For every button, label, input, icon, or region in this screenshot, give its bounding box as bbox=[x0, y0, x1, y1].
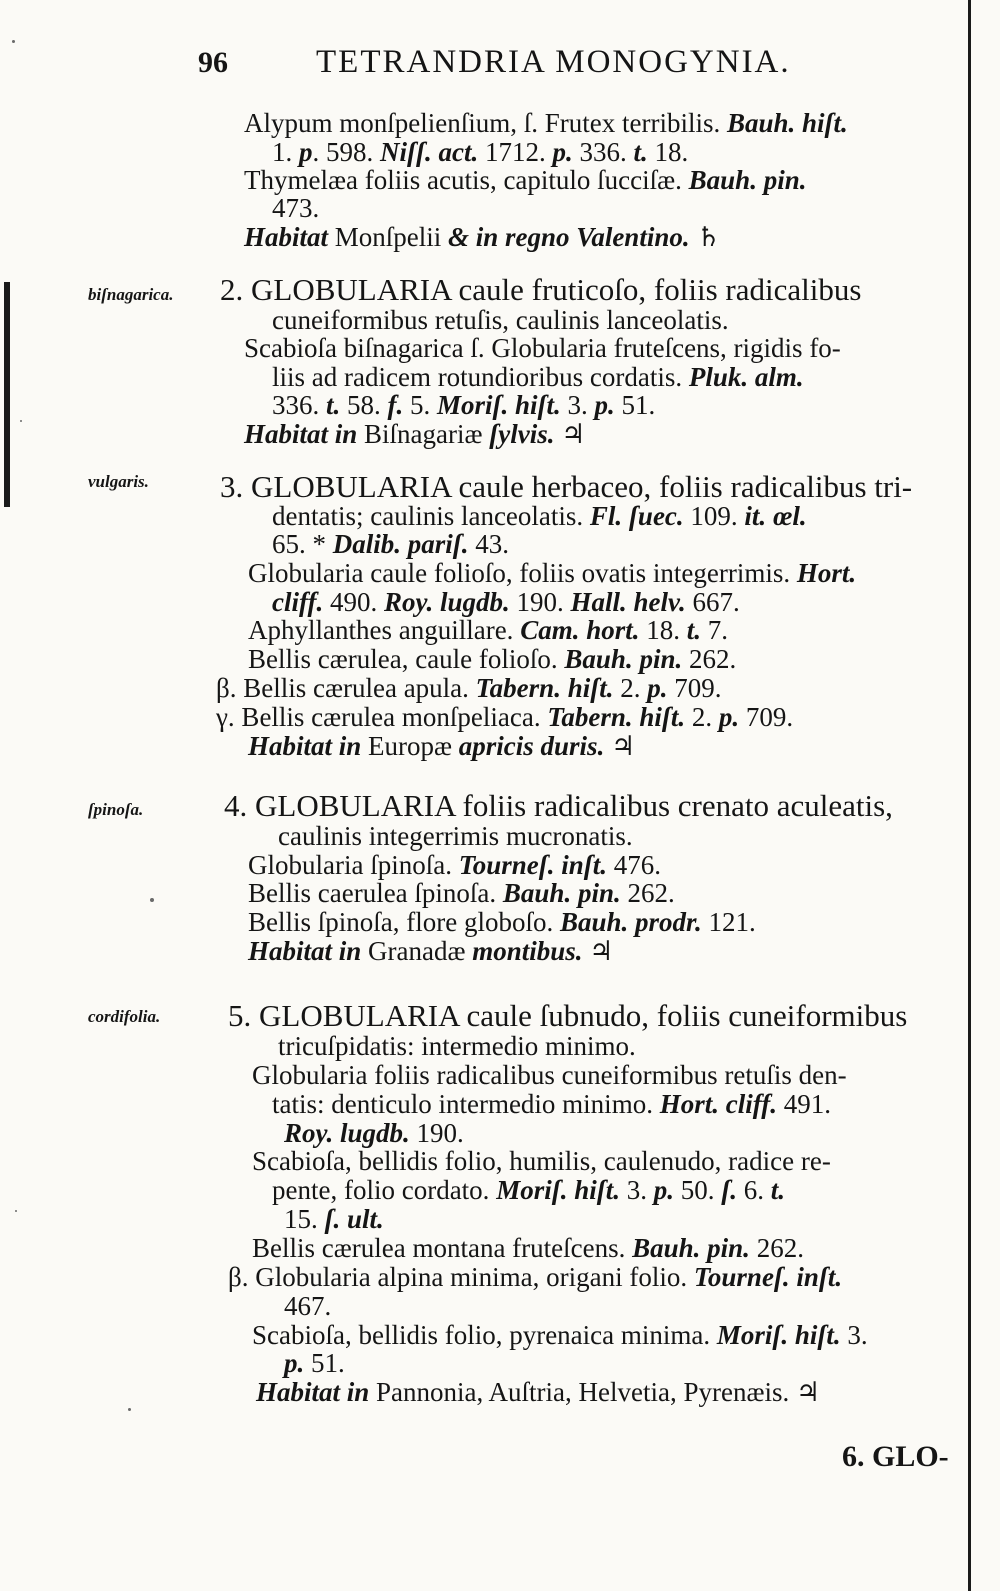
italic-citation: Niſſ. act. bbox=[380, 137, 479, 167]
text-segment: 1. bbox=[272, 137, 299, 167]
print-speck bbox=[150, 898, 154, 902]
italic-citation: Tourneſ. inſt. bbox=[458, 850, 607, 880]
italic-citation: Habitat bbox=[244, 222, 329, 252]
text-segment: 491. bbox=[776, 1089, 831, 1119]
print-speck bbox=[128, 1408, 131, 1411]
italic-citation: Tourneſ. inſt. bbox=[693, 1262, 843, 1292]
text-segment: . 598. bbox=[312, 137, 380, 167]
italic-citation: Hort. bbox=[796, 558, 857, 588]
text-segment: 4. GLOBULARIA foliis radicalibus crenato aculeatis, bbox=[224, 788, 893, 823]
text-line bbox=[248, 878, 675, 908]
italic-citation: ſ. bbox=[721, 1175, 737, 1205]
text-segment: Thymelæa foliis acutis, capitulo ſucciſæ. bbox=[244, 165, 689, 195]
italic-citation: Hall. helv. bbox=[570, 587, 686, 617]
margin-note-spinosa: ſpinoſa. bbox=[88, 800, 144, 819]
italic-citation: Bauh. pin. bbox=[502, 878, 621, 908]
italic-citation: Bauh. pin. bbox=[632, 1233, 750, 1263]
text-segment: Bellis ſpinoſa, flore globoſo. bbox=[248, 907, 560, 937]
text-segment: 43. bbox=[468, 529, 510, 559]
text-segment: Scabioſa biſnagarica ſ. Globularia fruteſcens, rigidis fo- bbox=[244, 333, 841, 363]
text-line bbox=[248, 907, 756, 937]
italic-citation: p. bbox=[718, 702, 740, 732]
italic-citation: Fl. ſuec. bbox=[589, 501, 684, 531]
text-line bbox=[272, 1089, 831, 1119]
italic-citation: p. bbox=[284, 1348, 305, 1378]
italic-citation: p. bbox=[647, 673, 668, 703]
italic-citation: Bauh. pin. bbox=[564, 644, 683, 674]
text-line bbox=[216, 702, 793, 732]
text-line bbox=[272, 390, 655, 420]
text-line bbox=[248, 936, 614, 966]
text-line bbox=[224, 788, 893, 823]
text-line bbox=[244, 165, 806, 195]
margin-note-vulgaris: vulgaris. bbox=[88, 472, 149, 491]
text-line bbox=[272, 501, 807, 531]
italic-citation: Roy. lugdb. bbox=[383, 587, 510, 617]
italic-citation: Tabern. hiſt. bbox=[547, 702, 686, 732]
text-line bbox=[244, 333, 841, 363]
text-segment: caulinis integerrimis mucronatis. bbox=[278, 821, 633, 851]
text-line bbox=[278, 1031, 636, 1061]
text-segment: 18. bbox=[647, 137, 689, 167]
text-segment: 190. bbox=[509, 587, 571, 617]
text-line bbox=[272, 305, 729, 335]
text-line bbox=[272, 137, 688, 167]
print-speck bbox=[12, 40, 15, 43]
italic-citation: ſ. ult. bbox=[324, 1204, 384, 1234]
italic-citation: f. bbox=[387, 390, 404, 420]
italic-citation: Bauh. prodr. bbox=[559, 907, 702, 937]
text-line bbox=[272, 193, 319, 223]
print-speck bbox=[20, 420, 22, 422]
text-segment: Aphyllanthes anguillare. bbox=[248, 615, 521, 645]
italic-citation: Habitat in bbox=[244, 419, 358, 449]
text-segment: Pannonia, Auſtria, Helvetia, Pyrenæis. ♃ bbox=[369, 1377, 821, 1407]
text-segment: 490. bbox=[323, 587, 384, 617]
italic-citation: Dalib. pariſ. bbox=[332, 529, 469, 559]
italic-citation: t. bbox=[686, 615, 701, 645]
text-line bbox=[248, 731, 635, 761]
text-segment: 18. bbox=[639, 615, 687, 645]
text-segment: Bellis caerulea ſpinoſa. bbox=[248, 878, 503, 908]
text-line bbox=[244, 108, 848, 138]
italic-citation: in regno Valentino. bbox=[475, 222, 690, 252]
text-segment: 190. bbox=[409, 1118, 464, 1148]
page-edge-shadow bbox=[968, 0, 971, 1591]
italic-citation: montibus. bbox=[472, 936, 583, 966]
text-line bbox=[284, 1118, 464, 1148]
running-header: TETRANDRIA MONOGYNIA. bbox=[316, 44, 791, 80]
italic-citation: cliff. bbox=[272, 587, 324, 617]
italic-citation: Moriſ. hiſt. bbox=[716, 1320, 841, 1350]
page-number: 96 bbox=[198, 46, 228, 79]
text-segment: 262. bbox=[682, 644, 737, 674]
italic-citation: it. œl. bbox=[744, 501, 807, 531]
text-segment: 667. bbox=[685, 587, 740, 617]
text-segment: tricuſpidatis: intermedio minimo. bbox=[278, 1031, 636, 1061]
text-line bbox=[220, 272, 862, 307]
italic-citation: p. bbox=[552, 137, 573, 167]
text-segment: tatis: denticulo intermedio minimo. bbox=[272, 1089, 660, 1119]
text-segment: 121. bbox=[701, 907, 756, 937]
text-line bbox=[278, 821, 633, 851]
text-line bbox=[272, 1175, 785, 1205]
text-segment: 3. bbox=[560, 390, 595, 420]
text-segment: 2. bbox=[613, 673, 648, 703]
italic-citation: Cam. hort. bbox=[520, 615, 640, 645]
text-segment: 1712. bbox=[478, 137, 553, 167]
text-line bbox=[220, 469, 913, 504]
catchword: 6. GLO- bbox=[842, 1440, 949, 1473]
text-line bbox=[216, 673, 721, 703]
text-segment: pente, folio cordato. bbox=[272, 1175, 497, 1205]
text-line bbox=[228, 998, 908, 1033]
text-line bbox=[256, 1377, 820, 1407]
text-segment: cuneiformibus retuſis, caulinis lanceolatis. bbox=[272, 305, 729, 335]
text-segment: 5. bbox=[403, 390, 438, 420]
text-segment: 65. * bbox=[272, 529, 333, 559]
text-segment: ♃ bbox=[582, 936, 614, 966]
text-line bbox=[252, 1060, 847, 1090]
text-segment: β. Bellis cærulea apula. bbox=[216, 673, 476, 703]
italic-citation: Habitat in bbox=[248, 936, 362, 966]
text-line bbox=[284, 1291, 331, 1321]
print-speck bbox=[15, 1210, 17, 1212]
text-line bbox=[272, 587, 740, 617]
italic-citation: t. bbox=[633, 137, 648, 167]
italic-citation: Habitat in bbox=[256, 1377, 370, 1407]
italic-citation: Moriſ. hiſt. bbox=[437, 390, 561, 420]
text-segment: 5. GLOBULARIA caule ſubnudo, foliis cuneiformibus bbox=[228, 998, 908, 1033]
text-segment: Alypum monſpelienſium, ſ. Frutex terribilis. bbox=[244, 108, 727, 138]
text-segment: 467. bbox=[284, 1291, 332, 1321]
text-line bbox=[252, 1320, 868, 1350]
text-line bbox=[244, 222, 721, 252]
text-segment: 109. bbox=[683, 501, 745, 531]
text-segment: Bellis cærulea, caule folioſo. bbox=[248, 644, 565, 674]
text-segment: 6. bbox=[736, 1175, 771, 1205]
text-line bbox=[284, 1204, 384, 1234]
text-line bbox=[248, 615, 728, 645]
text-line bbox=[252, 1233, 804, 1263]
text-line bbox=[248, 850, 661, 880]
italic-citation: t. bbox=[326, 390, 341, 420]
text-segment: β. Globularia alpina minima, origani folio. bbox=[228, 1262, 694, 1292]
italic-citation: t. bbox=[770, 1175, 785, 1205]
italic-citation: apricis duris. bbox=[458, 731, 605, 761]
text-segment: 709. bbox=[739, 702, 794, 732]
gutter-shadow bbox=[4, 282, 10, 507]
italic-citation: p. bbox=[594, 390, 615, 420]
text-segment: 262. bbox=[749, 1233, 804, 1263]
text-segment: Scabioſa, bellidis folio, humilis, caulenudo, radice re- bbox=[252, 1146, 831, 1176]
italic-citation: Roy. lugdb. bbox=[284, 1118, 410, 1148]
margin-note-cordifolia: cordifolia. bbox=[88, 1007, 161, 1026]
text-segment: ♃ bbox=[604, 731, 636, 761]
text-segment: 51. bbox=[614, 390, 656, 420]
text-segment: 336. bbox=[272, 390, 326, 420]
text-segment: 2. GLOBULARIA caule fruticoſo, foliis radicalibus bbox=[220, 272, 862, 307]
italic-citation: Pluk. alm. bbox=[688, 362, 804, 392]
italic-citation: p. bbox=[653, 1175, 674, 1205]
text-line bbox=[228, 1262, 842, 1292]
text-segment: 15. bbox=[284, 1204, 325, 1234]
text-segment: Globularia foliis radicalibus cuneiformibus retuſis den- bbox=[252, 1060, 847, 1090]
text-segment: dentatis; caulinis lanceolatis. bbox=[272, 501, 590, 531]
text-line bbox=[272, 529, 509, 559]
text-segment: 476. bbox=[607, 850, 661, 880]
text-line bbox=[248, 558, 856, 588]
text-segment: Scabioſa, bellidis folio, pyrenaica minima. bbox=[252, 1320, 717, 1350]
italic-citation: p bbox=[299, 137, 313, 167]
text-segment: Biſnagariæ bbox=[357, 419, 490, 449]
italic-citation: ſylvis. bbox=[489, 419, 555, 449]
text-line bbox=[284, 1348, 345, 1378]
text-segment: 50. bbox=[673, 1175, 722, 1205]
text-segment: 7. bbox=[701, 615, 728, 645]
margin-note-bisnagarica: biſnagarica. bbox=[88, 285, 174, 304]
text-line bbox=[244, 419, 585, 449]
italic-citation: Hort. cliff. bbox=[659, 1089, 777, 1119]
text-segment: 3. bbox=[840, 1320, 868, 1350]
italic-citation: Moriſ. hiſt. bbox=[496, 1175, 620, 1205]
text-segment: Globularia caule folioſo, foliis ovatis integerrimis. bbox=[248, 558, 797, 588]
text-segment: γ. Bellis cærulea monſpeliaca. bbox=[216, 702, 548, 732]
text-segment bbox=[469, 222, 476, 252]
text-segment: 262. bbox=[620, 878, 675, 908]
text-segment: Globularia ſpinoſa. bbox=[248, 850, 459, 880]
text-segment: liis ad radicem rotundioribus cordatis. bbox=[272, 362, 689, 392]
text-segment: ♄ bbox=[689, 222, 721, 252]
text-segment: 2. bbox=[685, 702, 719, 732]
text-segment: 473. bbox=[272, 193, 320, 223]
italic-citation: Tabern. hiſt. bbox=[475, 673, 614, 703]
text-line bbox=[272, 362, 804, 392]
italic-citation: Bauh. pin. bbox=[688, 165, 807, 195]
text-line bbox=[248, 644, 736, 674]
text-segment: Europæ bbox=[361, 731, 459, 761]
text-line bbox=[252, 1146, 831, 1176]
text-segment: ♃ bbox=[554, 419, 586, 449]
italic-citation: & bbox=[448, 222, 470, 252]
italic-citation: Habitat in bbox=[248, 731, 362, 761]
text-segment: 3. GLOBULARIA caule herbaceo, foliis radicalibus tri- bbox=[220, 469, 913, 504]
italic-citation: Bauh. hiſt. bbox=[726, 108, 848, 138]
text-segment: 709. bbox=[667, 673, 722, 703]
text-segment: Monſpelii bbox=[328, 222, 449, 252]
text-segment: Granadæ bbox=[361, 936, 473, 966]
text-segment: 58. bbox=[340, 390, 388, 420]
text-segment: 51. bbox=[304, 1348, 345, 1378]
text-segment: 3. bbox=[619, 1175, 654, 1205]
text-segment: Bellis cærulea montana fruteſcens. bbox=[252, 1233, 633, 1263]
text-segment: 336. bbox=[572, 137, 634, 167]
